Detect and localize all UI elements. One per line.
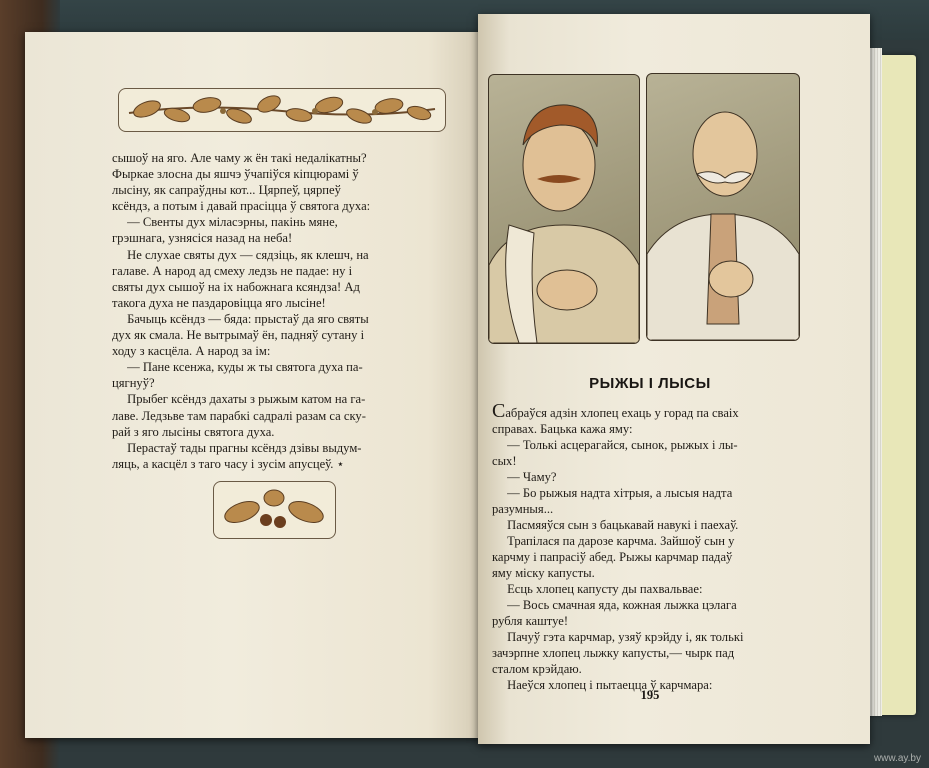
portrait-icon (647, 74, 799, 340)
text-line: карчму і папрасіў абед. Рыжы карчмар падаў (492, 550, 733, 564)
text-line: Прыбег ксёндз дахаты з рыжым катом на га- (127, 392, 366, 407)
text-line: — Пане ксенжа, куды ж ты святога духа па- (127, 360, 363, 375)
text-line: зачэрпне хлопец лыжку капусты,— чырк пад (492, 646, 735, 660)
text-line: сталом крэйдаю. (492, 662, 582, 676)
text-line: Есць хлопец капусту ды пахвальвае: (507, 582, 703, 596)
illustration-red-haired-man (488, 74, 640, 344)
oak-leaf-ornament-bottom (213, 481, 336, 539)
text-line: ляць, а касцёл з таго часу і зусім апусцеў. ⋆ (112, 456, 345, 471)
text-line: лысіну, як сапраўдны кот... Цярпеў, цярпеў (112, 183, 341, 198)
text-line: рай з яго лысіны святога духа. (112, 424, 275, 439)
text-line: Не слухае святы дух — сядзіць, як клешч, на (127, 247, 369, 262)
text-line: — Свенты дух міласэрны, пакінь мяне, (127, 215, 338, 230)
text-line: — Чаму? (507, 470, 557, 484)
text-line: галаве. А народ ад смеху ледзь не падае: ну і (112, 263, 353, 278)
text-line: — Вось смачная яда, кожная лыжка цэлага (507, 598, 737, 612)
text-line: Фыркае злосна ды яшчэ ўчапіўся кіпцюрамі ў (112, 167, 359, 182)
text-line: Наеўся хлопец і пытаецца ў карчмара: (507, 678, 713, 692)
first-line (492, 400, 810, 422)
first-line-text: абраўся адзін хлопец ехаць у горад па сваіх (505, 406, 739, 420)
oak-leaves-icon (119, 89, 445, 131)
text-line: цягнуў? (112, 376, 155, 391)
text-line: дух як смала. Не вытрымаў ён, падняў сутану і (112, 328, 365, 343)
page-number: 195 (640, 688, 660, 702)
text-line: Трапілася па дарозе карчма. Зайшоў сын у (507, 534, 735, 548)
text-line: Пачуў гэта карчмар, узяў крэйду і, як толькі (507, 630, 744, 644)
text-line: сых! (492, 454, 517, 468)
text-line: ходу з касцёла. А народ за ім: (112, 344, 271, 359)
oak-leaf-ornament-top (118, 88, 446, 132)
drop-cap: С (492, 400, 506, 422)
text-line: яму міску капусты. (492, 566, 595, 580)
portrait-icon (489, 75, 639, 343)
text-line: — Толькі асцерагайся, сынок, рыжых і лы- (507, 438, 738, 452)
watermark: www.ay.by (873, 753, 921, 764)
text-line: — Бо рыжыя надта хітрыя, а лысыя надта (507, 486, 733, 500)
text-line: грэшнага, узнясіся назад на неба! (112, 231, 293, 246)
text-line: рубля каштуе! (492, 614, 569, 628)
text-line: Бачыць ксёндз — бяда: прыстаў да яго святы (127, 311, 369, 326)
illustration-bald-man (646, 73, 800, 341)
text-line: Пасмяяўся сын з бацькавай навукі і паехаў. (507, 518, 739, 532)
story-title: РЫЖЫ І ЛЫСЫ (589, 375, 711, 392)
left-page-text (112, 150, 457, 472)
text-line: лаве. Ледзьве там парабкі садралі разам са ску- (112, 408, 366, 423)
text-line: разумныя... (492, 502, 554, 516)
right-page-text (492, 400, 810, 693)
text-line: такога духа не паздаровіцца яго лысіне! (112, 295, 326, 310)
text-line: святы дух сышоў на іх набожнага ксяндза! Ад (112, 279, 360, 294)
text-line: Перастаў тады прагны ксёндз дзівы выдум- (127, 440, 362, 455)
text-line: ксёндз, а потым і давай прасіцца ў святога духа: (112, 199, 371, 214)
acorn-icon (214, 482, 335, 538)
text-line: справах. Бацька кажа яму: (492, 422, 633, 436)
text-line: сышоў на яго. Але чаму ж ён такі недалікатны? (112, 151, 367, 165)
